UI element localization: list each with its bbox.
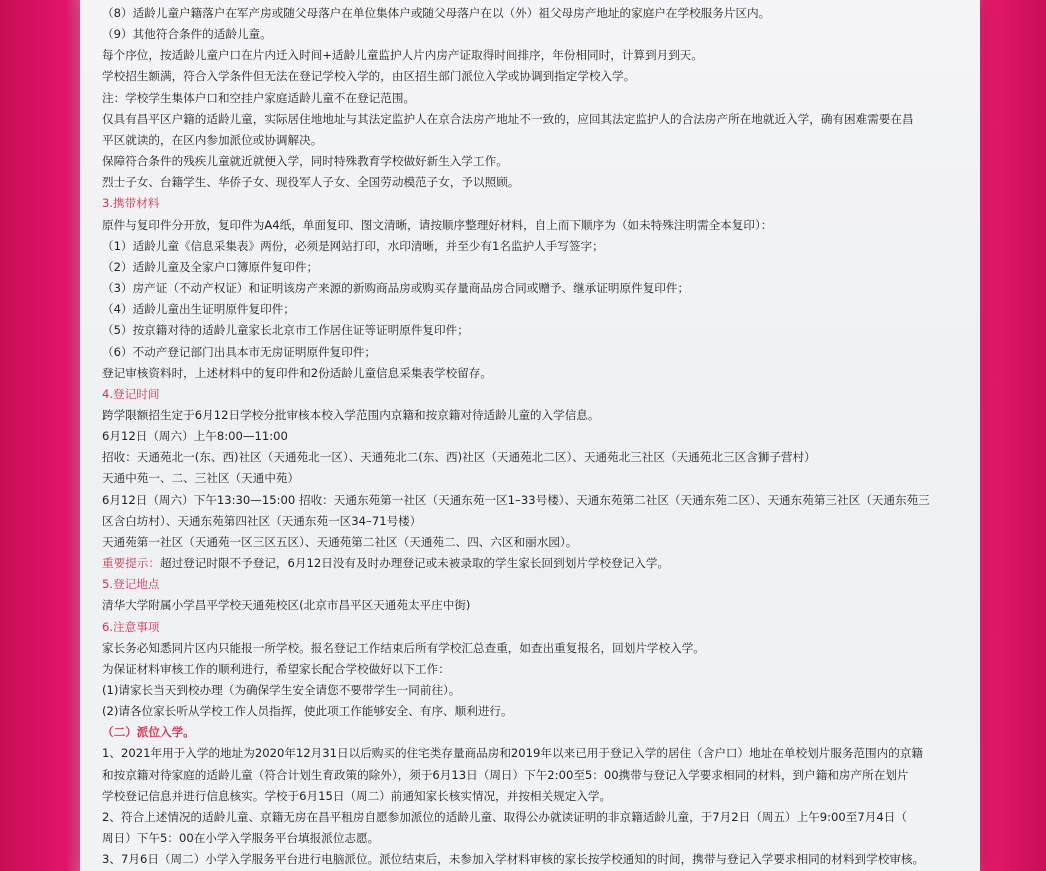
text-line: 招收：天通苑北一(东、西)社区（天通苑北一区）、天通苑北二(东、西)社区（天通苑北二区）、天通苑北三社区（天通苑北三区含狮子营村） [102, 450, 816, 465]
section-heading: 5.登记地点 [102, 577, 160, 592]
text-line: 平区就读的，在区内参加派位或协调解决。 [102, 132, 323, 147]
important-text: 超过登记时限不予登记，6月12日没有及时办理登记或未被录取的学生家长回到划片学校登记入学。 [159, 556, 670, 571]
section-heading: （二）派位入学。 [102, 725, 195, 740]
text-line: 周日）下午5：00在小学入学服务平台填报派位志愿。 [102, 831, 380, 846]
text-line: 每个序位，按适龄儿童户口在片内迁入时间+适龄儿童监护人片内房产证取得时间排序，年份相同时，计算到月到天。 [102, 48, 703, 63]
text-line: 家长务必知悉同片区内只能报一所学校。报名登记工作结束后所有学校汇总查重，如查出重复报名，回划片学校入学。 [102, 640, 705, 655]
text-line: 区含白坊村）、天通东苑第四社区（天通东苑一区34–71号楼） [102, 513, 422, 528]
section-heading: 3.携带材料 [102, 196, 160, 211]
text-line: （8）适龄儿童户籍落户在军产房或随父母落户在单位集体户或随父母落户在以（外）祖父母房产地址的家庭户在学校服务片区内。 [102, 6, 771, 20]
text-line: 和按京籍对待家庭的适龄儿童（符合计划生育政策的除外），须于6月13日（周日）下午2:00至5：00携带与登记入学要求相同的材料，到户籍和房产所在划片 [102, 767, 909, 782]
text-line: 1、2021年用于入学的地址为2020年12月31日以后购买的住宅类存量商品房和2019年以来已用于登记入学的居住（含户口）地址在单校划片服务范围内的京籍 [102, 746, 924, 761]
important-label: 重要提示： [102, 556, 160, 571]
text-line: (1)请家长当天到校办理（为确保学生安全请您不要带学生一同前往）。 [102, 683, 461, 697]
text-line: 注：学校学生集体户口和空挂户家庭适龄儿童不在登记范围。 [102, 90, 416, 105]
text-line: 3、7月6日（周二）小学入学服务平台进行电脑派位。派位结束后，未参加入学材料审核的家长按学校通知的时间，携带与登记入学要求相同的材料到学校审核。 [102, 852, 925, 867]
text-line: （3）房产证（不动产权证）和证明该房产来源的新购商品房或购买存量商品房合同或赠予、继承证明原件复印件； [102, 281, 690, 296]
text-line: （4）适龄儿童出生证明原件复印件； [102, 302, 295, 317]
section-heading: 6.注意事项 [102, 619, 160, 634]
text-line: 6月12日（周六）上午8:00—11:00 [102, 429, 288, 444]
text-line: （9）其他符合条件的适龄儿童。 [102, 27, 272, 42]
text-line: 为保证材料审核工作的顺利进行，希望家长配合学校做好以下工作： [102, 661, 450, 676]
text-line: 天通苑第一社区（天通苑一区三区五区）、天通苑第二社区（天通苑二、四、六区和丽水园）。 [102, 534, 578, 549]
text-line: 原件与复印件分开放，复印件为A4纸，单面复印、图文清晰，请按顺序整理好材料，自上而下顺序为（如未特殊注明需全本复印）： [102, 217, 773, 232]
text-line: （6）不动产登记部门出具本市无房证明原件复印件； [102, 344, 377, 359]
text-line: 清华大学附属小学昌平学校天通苑校区(北京市昌平区天通苑太平庄中街) [102, 598, 471, 613]
text-line: 学校招生额满，符合入学条件但无法在登记学校入学的，由区招生部门派位入学或协调到指定学校入学。 [102, 69, 636, 84]
text-line: 仅具有昌平区户籍的适龄儿童，实际居住地地址与其法定监护人在京合法房产地址不一致的，应回其法定监护人的合法房产所在地就近入学，确有困难需要在昌 [102, 111, 914, 126]
text-line: 天通中苑一、二、三社区（天通中苑） [102, 471, 300, 486]
text-line: 跨学限额招生定于6月12日学校分批审核本校入学范围内京籍和按京籍对待适龄儿童的入学信息。 [102, 407, 600, 422]
text-line: （1）适龄儿童《信息采集表》两份，必须是网站打印，水印清晰，并至少有1名监护人手写签字； [102, 238, 604, 253]
text-line: 6月12日（周六）下午13:30—15:00 招收：天通东苑第一社区（天通东苑一区1–33号楼）、天通东苑第二社区（天通东苑二区）、天通东苑第三社区（天通东苑三 [102, 492, 930, 507]
text-line: 学校登记信息并进行信息核实。学校于6月15日（周二）前通知家长核实情况，并按相关规定入学。 [102, 788, 612, 803]
notice-content [102, 3, 954, 870]
important-notice-line [102, 553, 954, 574]
text-line: （5）按京籍对待的适龄儿童家长北京市工作居住证等证明原件复印件； [102, 323, 469, 338]
text-line: 2、符合上述情况的适龄儿童、京籍无房在昌平租房自愿参加派位的适龄儿童、取得公办就读证明的非京籍适龄儿童，于7月2日（周五）上午9:00至7月4日（ [102, 809, 907, 824]
text-line: （2）适龄儿童及全家户口簿原件复印件； [102, 259, 319, 274]
text-line: 登记审核资料时，上述材料中的复印件和2份适龄儿童信息采集表学校留存。 [102, 365, 492, 380]
text-line: 烈士子女、台籍学生、华侨子女、现役军人子女、全国劳动模范子女，予以照顾。 [102, 175, 520, 190]
text-line: 保障符合条件的残疾儿童就近就便入学，同时特殊教育学校做好新生入学工作。 [102, 154, 508, 169]
text-line: (2)请各位家长听从学校工作人员指挥，使此项工作能够安全、有序、顺利进行。 [102, 704, 513, 719]
section-heading: 4.登记时间 [102, 386, 160, 401]
notice-sheet [80, 0, 980, 871]
